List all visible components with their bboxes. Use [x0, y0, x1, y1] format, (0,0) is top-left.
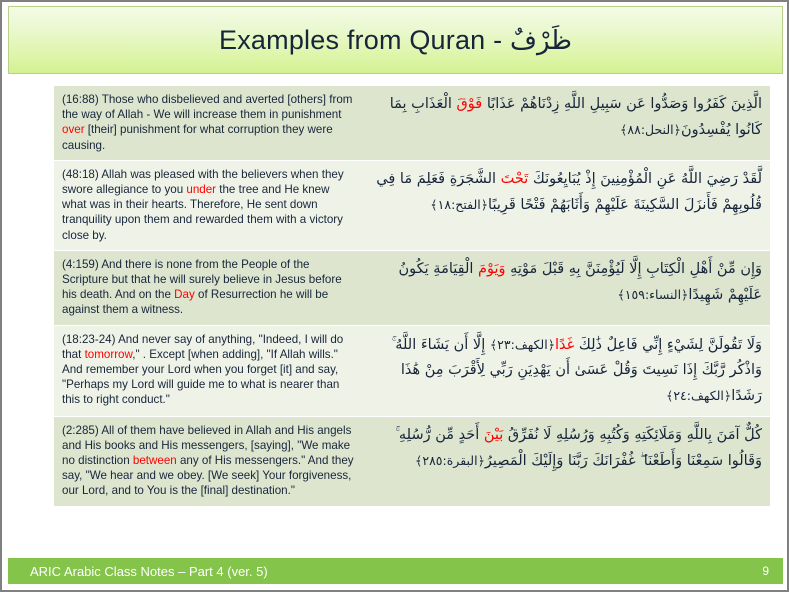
english-text-after: the tree and He knew what was in their hearts. Therefore, He sent down tranquility upon them and rewarded them with a victory close by.	[62, 183, 343, 242]
english-highlight-keyword: Day	[174, 288, 195, 302]
english-translation-cell	[54, 160, 362, 250]
slide-title-band	[8, 6, 783, 74]
english-translation-cell	[54, 86, 362, 160]
arabic-text-after: الْقِيَامَةِ يَكُونُ عَلَيْهِمْ شَهِيدًا	[398, 260, 762, 303]
arabic-verse-cell	[362, 416, 770, 506]
arabic-text-after: الشَّجَرَةِ فَعَلِمَ مَا فِي قُلُوبِهِمْ فَأَنزَلَ السَّكِينَةَ عَلَيْهِمْ وَأَثَابَهُمْ فَتْحًا قَرِيبًا	[376, 170, 762, 213]
english-translation-cell	[54, 250, 362, 325]
english-text-before: (48:18) Allah was pleased with the believers when they swore allegiance to you	[62, 167, 344, 197]
table-row	[54, 250, 770, 325]
arabic-text-before: الَّذِينَ كَفَرُوا وَصَدُّوا عَن سَبِيلِ اللَّهِ زِدْنَاهُمْ عَذَابًا	[482, 96, 762, 112]
arabic-verse-cell	[362, 86, 770, 160]
english-text-before: (18:23-24) And never say of anything, "Indeed, I will do that	[62, 332, 344, 361]
page-number: 9	[762, 564, 769, 578]
english-highlight-keyword: over	[62, 123, 85, 137]
arabic-highlight-keyword: تَحْتَ	[500, 170, 529, 187]
arabic-verse-reference: ﴿البقرة:٢٨٥﴾	[415, 452, 485, 468]
arabic-verse-cell	[362, 325, 770, 416]
arabic-text-before: لَّقَدْ رَضِيَ اللَّهُ عَنِ الْمُؤْمِنِينَ إِذْ يُبَايِعُونَكَ	[528, 170, 762, 187]
english-highlight-keyword: tomorrow	[84, 347, 133, 361]
arabic-verse-reference: ﴿الفتح:١٨﴾	[430, 196, 489, 212]
english-text-before: (4:159) And there is none from the People of the Scripture but that he will surely believe in Jesus before his death. And on the	[62, 257, 342, 302]
english-text-after: any of His messengers." And they say, "We hear and we obey. [We seek] Your forgiveness, our Lord, and to You is the [final] destination."	[62, 454, 354, 498]
page-title	[219, 25, 572, 56]
arabic-text-before: كُلٌّ آمَنَ بِاللَّهِ وَمَلَائِكَتِهِ وَكُتُبِهِ وَرُسُلِهِ لَا نُفَرِّقُ	[503, 426, 762, 443]
table-row	[54, 325, 770, 416]
footer-title: ARIC Arabic Class Notes – Part 4 (ver. 5)	[30, 563, 268, 579]
arabic-text-after: أَحَدٍ مِّن رُّسُلِهِ ۚ وَقَالُوا سَمِعْنَا وَأَطَعْنَا ۖ غُفْرَانَكَ رَبَّنَا وَإِلَيْكَ الْمَصِيرُ	[395, 426, 762, 469]
english-text-before: (16:88) Those who disbelieved and averted [others] from the way of Allah - We will increase them in punishment	[62, 93, 353, 122]
table-row	[54, 416, 770, 506]
arabic-highlight-keyword: وَيَوْمَ	[478, 260, 506, 277]
english-highlight-keyword: between	[132, 454, 177, 468]
arabic-highlight-keyword: غَدًا	[555, 336, 575, 353]
arabic-verse-cell	[362, 250, 770, 325]
english-text-after: of Resurrection he will be against them a witness.	[62, 288, 329, 317]
arabic-text-before: وَلَا تَقُولَنَّ لِشَيْءٍ إِنِّي فَاعِلٌ ذَٰلِكَ	[574, 336, 762, 353]
english-text-after: ," . Except [when adding], "If Allah wills." And remember your Lord when you forget [it] and say, "Perhaps my Lord will guide me to what is nearer than this to right conduct."	[62, 347, 340, 407]
arabic-verse-reference: ﴿الكهف:٢٣﴾	[489, 336, 556, 352]
page-title-arabic: ظَرْفٌ	[510, 25, 572, 56]
arabic-text-after: الْعَذَابِ بِمَا كَانُوا يُفْسِدُونَ	[389, 96, 762, 138]
arabic-verse-cell	[362, 160, 770, 250]
arabic-highlight-keyword: بَيْنَ	[483, 426, 504, 443]
english-text-before: (2:285) All of them have believed in Allah and His angels and His books and His messengers, [saying], "We make no distinction	[62, 423, 352, 468]
english-highlight-keyword: under	[186, 183, 217, 197]
arabic-verse-reference: ﴿النحل:٨٨﴾	[620, 122, 681, 137]
english-translation-cell	[54, 416, 362, 506]
table-row	[54, 160, 770, 250]
arabic-verse-reference: ﴿النساء:١٥٩﴾	[617, 286, 689, 302]
arabic-verse-reference-2: ﴿الكهف:٢٤﴾	[666, 387, 732, 403]
table-row	[54, 86, 770, 160]
arabic-text-after: إِلَّا أَن يَشَاءَ اللَّهُ ۚ وَاذْكُر رَّبَّكَ إِذَا نَسِيتَ وَقُلْ عَسَىٰ أَن يَهْدِيَنِ رَبِّي لِأَقْرَبَ مِنْ هَٰذَا رَشَدًا	[391, 336, 762, 404]
english-text-after: [their] punishment for what corruption they were causing.	[62, 123, 333, 152]
page-title-english: Examples from Quran -	[219, 24, 510, 55]
slide-footer	[8, 558, 783, 584]
arabic-highlight-keyword: فَوْقَ	[456, 96, 483, 112]
quran-examples-table	[54, 86, 770, 507]
arabic-text-before: وَإِن مِّنْ أَهْلِ الْكِتَابِ إِلَّا لَيُؤْمِنَنَّ بِهِ قَبْلَ مَوْتِهِ	[505, 260, 762, 277]
english-translation-cell	[54, 325, 362, 416]
